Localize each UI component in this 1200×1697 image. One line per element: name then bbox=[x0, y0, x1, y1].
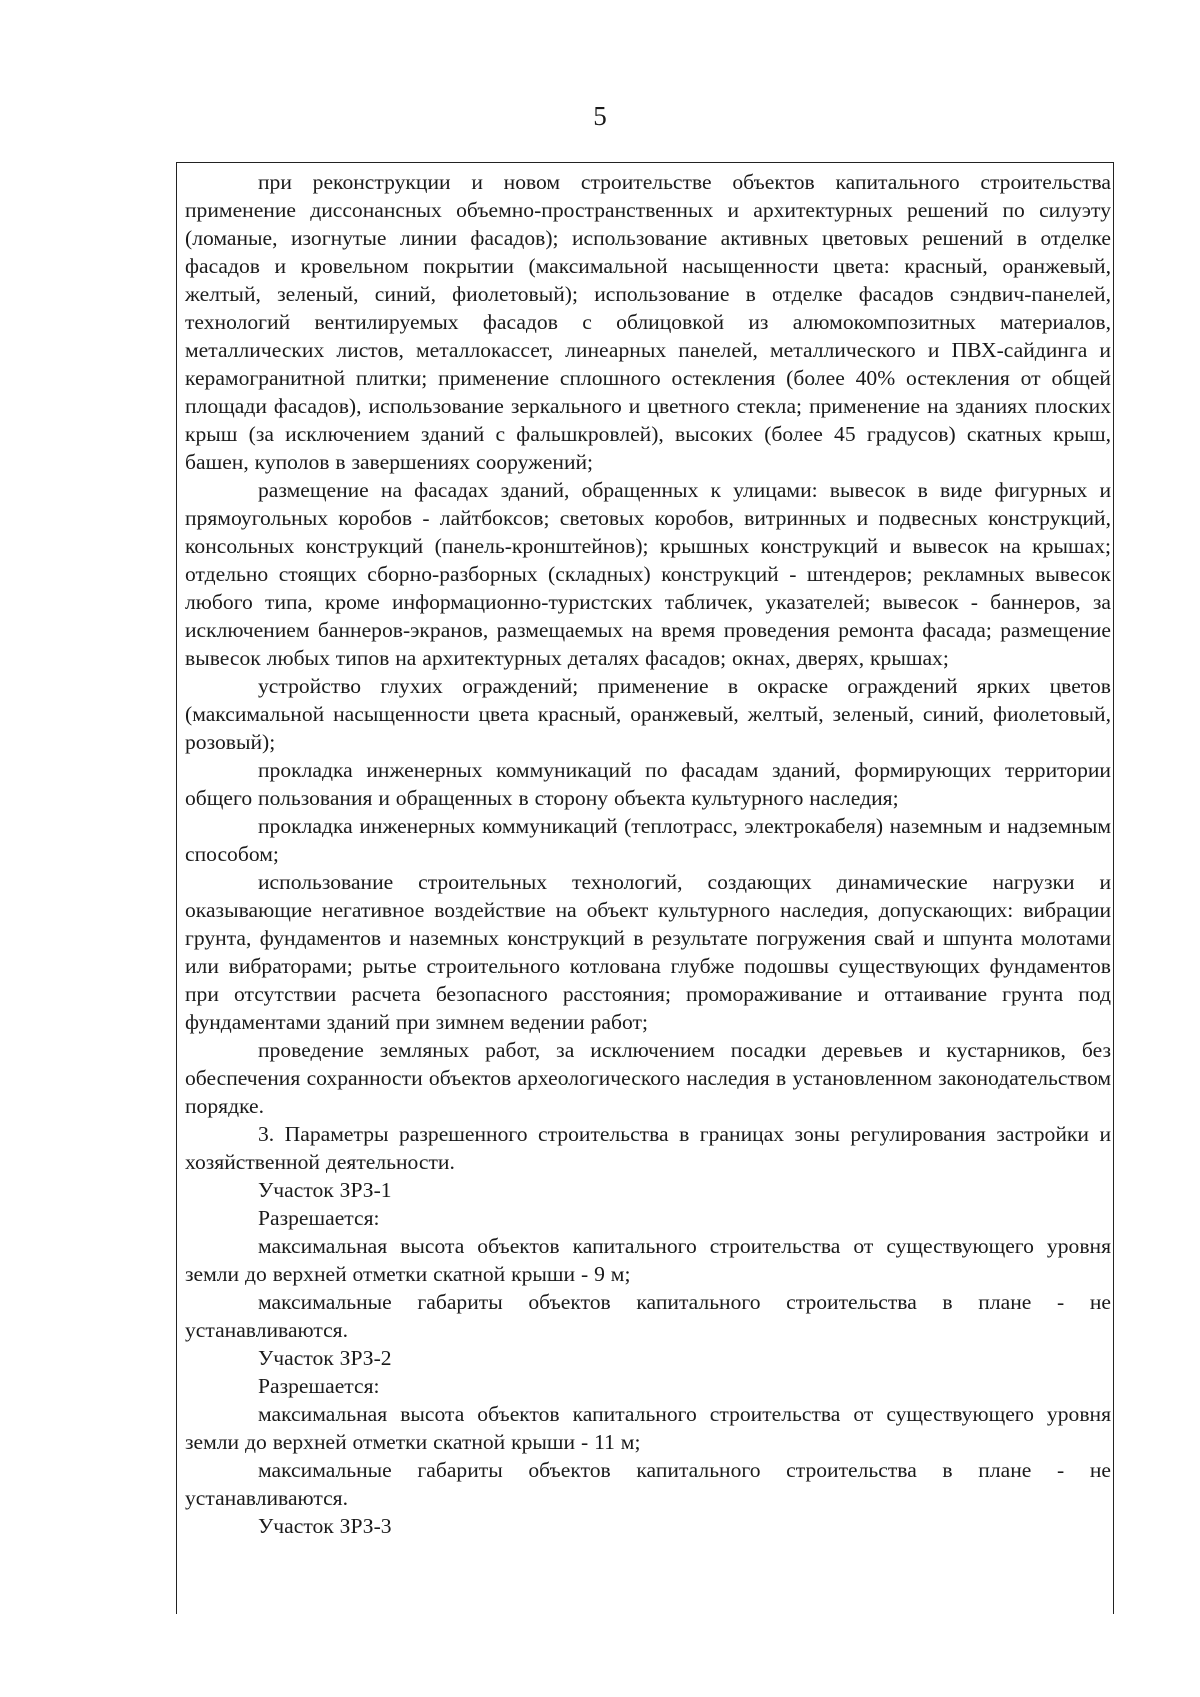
section-heading-3: 3. Параметры разрешенного строительства в границах зоны регулирования застройки и хозяйственной деятельности. bbox=[185, 1122, 1111, 1174]
max-height-zrz-2: максимальная высота объектов капитального строительства от существующего уровня земли до верхней отметки скатной крыши - 11 м; bbox=[185, 1402, 1111, 1454]
plot-heading-zrz-2: Участок ЗРЗ-2 bbox=[258, 1346, 392, 1370]
paragraph-dynamic-loads: использование строительных технологий, создающих динамические нагрузки и оказывающие негативное воздействие на объект культурного наследия, допускающих: вибрации грунта, фундаментов и наземных конструкций в результате погружения свай и шпунта молотами или вибраторами; рытье строительного котлована глубже подошвы существующих фундаментов при отсутствии расчета безопасного расстояния; промораживание и оттаивание грунта под фундаментами зданий при зимнем ведении работ; bbox=[185, 870, 1111, 1034]
paragraph-facade-utilities: прокладка инженерных коммуникаций по фасадам зданий, формирующих территории общего пользования и обращенных в сторону объекта культурного наследия; bbox=[185, 758, 1111, 810]
allowed-label-zrz-1: Разрешается: bbox=[258, 1206, 380, 1230]
paragraph-signage-restrictions: размещение на фасадах зданий, обращенных к улицами: вывесок в виде фигурных и прямоугольных коробов - лайтбоксов; световых коробов, витринных и подвесных конструкций, консольных конструкций (панель-кронштейнов); крышных конструкций и вывесок на крышах; отдельно стоящих сборно-разборных (складных) конструкций - штендеров; рекламных вывесок любого типа, кроме информационно-туристских табличек, указателей; вывесок - баннеров, за исключением баннеров-экранов, размещаемых на время проведения ремонта фасада; размещение вывесок любых типов на архитектурных деталях фасадов; окнах, дверях, крышах; bbox=[185, 478, 1111, 670]
text-frame bbox=[176, 162, 1114, 1614]
plot-heading-zrz-3: Участок ЗРЗ-3 bbox=[258, 1514, 392, 1538]
max-height-zrz-1: максимальная высота объектов капитального строительства от существующего уровня земли до верхней отметки скатной крыши - 9 м; bbox=[185, 1234, 1111, 1286]
paragraph-fences: устройство глухих ограждений; применение в окраске ограждений ярких цветов (максимальной насыщенности цвета красный, оранжевый, желтый, зеленый, синий, фиолетовый, розовый); bbox=[185, 674, 1111, 754]
paragraph-earthworks: проведение земляных работ, за исключением посадки деревьев и кустарников, без обеспечения сохранности объектов археологического наследия в установленном законодательством порядке. bbox=[185, 1038, 1111, 1118]
paragraph-overground-utilities: прокладка инженерных коммуникаций (теплотрасс, электрокабеля) наземным и надземным способом; bbox=[185, 814, 1111, 866]
allowed-label-zrz-2: Разрешается: bbox=[258, 1374, 380, 1398]
paragraph-facade-restrictions: при реконструкции и новом строительстве объектов капитального строительства применение диссонансных объемно-пространственных и архитектурных решений по силуэту (ломаные, изогнутые линии фасадов); использование активных цветовых решений в отделке фасадов и кровельном покрытии (максимальной насыщенности цвета: красный, оранжевый, желтый, зеленый, синий, фиолетовый); использование в отделке фасадов сэндвич-панелей, технологий вентилируемых фасадов с облицовкой из алюмокомпозитных материалов, металлических листов, металлокассет, линеарных панелей, металлического и ПВХ-сайдинга и керамогранитной плитки; применение сплошного остекления (более 40% остекления от общей площади фасадов), использование зеркального и цветного стекла; применение на зданиях плоских крыш (за исключением зданий с фальшкровлей), высоких (более 45 градусов) скатных крыш, башен, куполов в завершениях сооружений; bbox=[185, 170, 1111, 474]
plot-heading-zrz-1: Участок ЗРЗ-1 bbox=[258, 1178, 392, 1202]
page-number: 5 bbox=[593, 101, 607, 131]
max-dimensions-zrz-2: максимальные габариты объектов капитального строительства в плане - не устанавливаются. bbox=[185, 1458, 1111, 1510]
max-dimensions-zrz-1: максимальные габариты объектов капитального строительства в плане - не устанавливаются. bbox=[185, 1290, 1111, 1342]
